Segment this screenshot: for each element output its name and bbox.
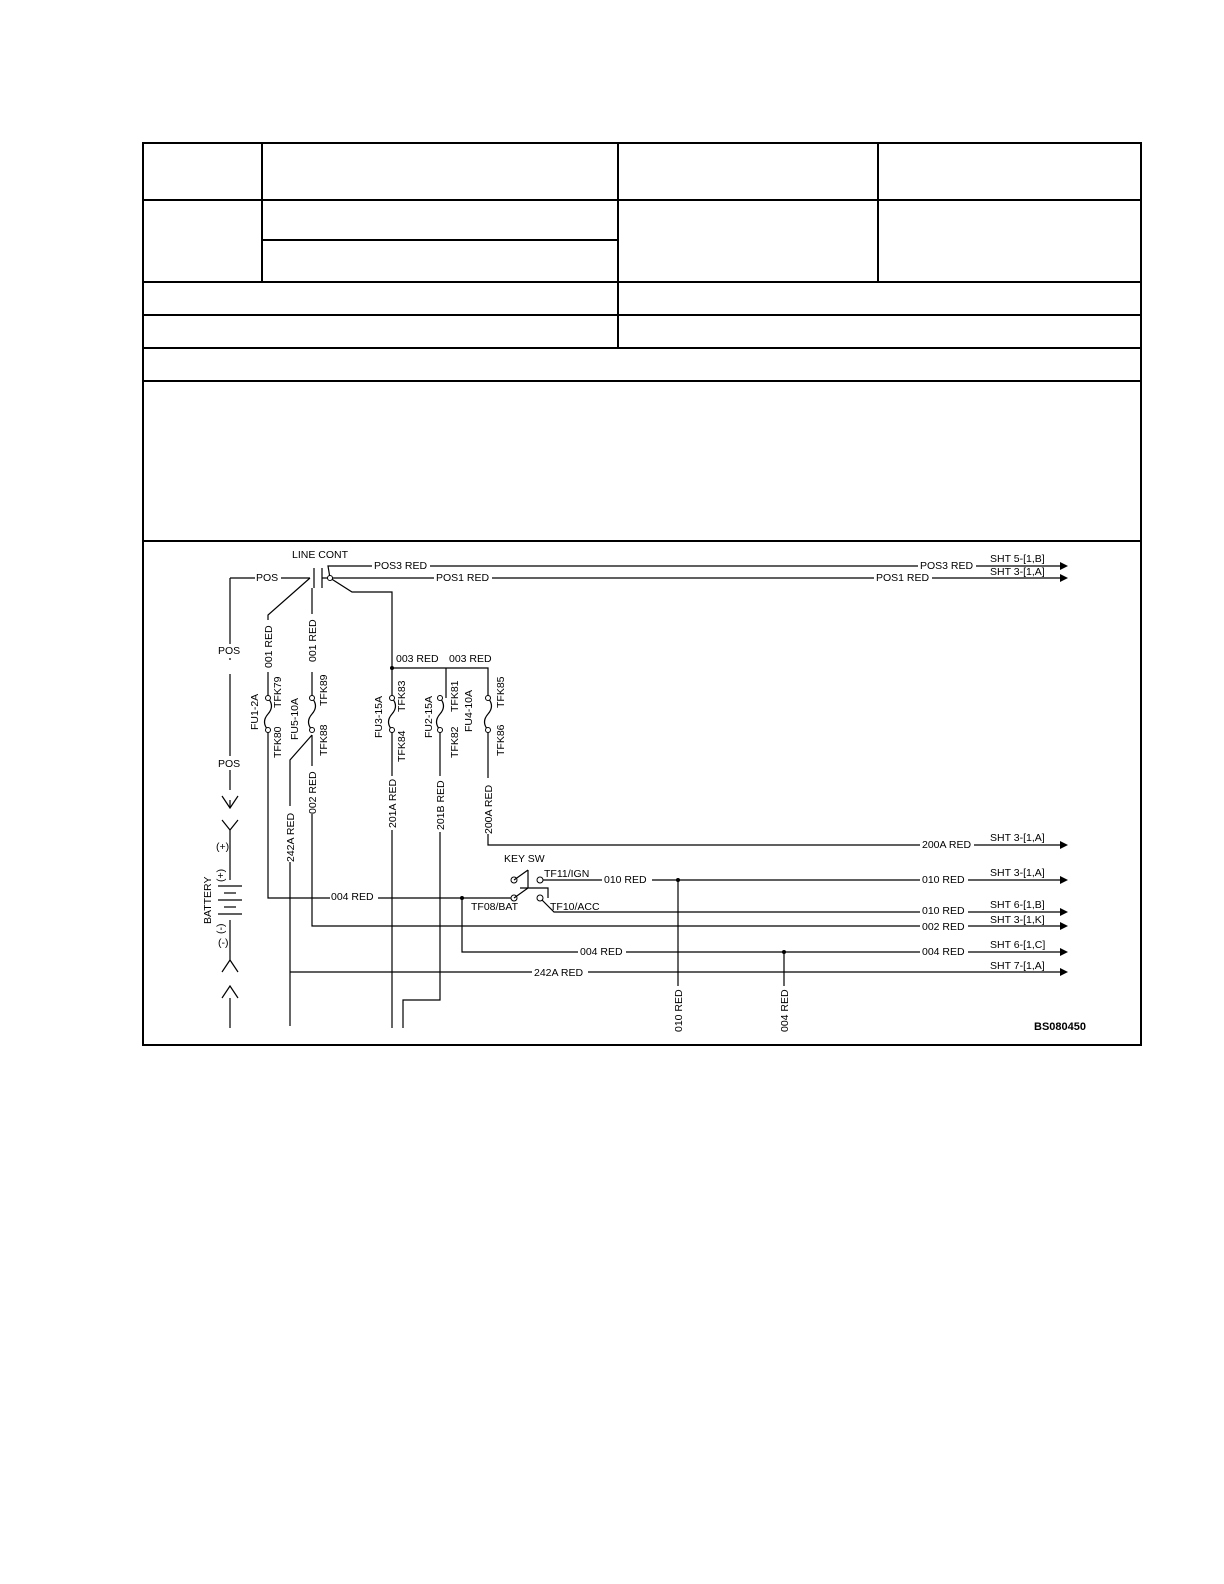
pos-label-left-2: POS — [218, 758, 241, 770]
pos-label-left-1: POS — [218, 645, 241, 657]
w242a-red-label-h: 242A RED — [534, 967, 584, 979]
tf10-label: TF10/ACC — [550, 901, 600, 913]
tf11-label: TF11/IGN — [544, 868, 590, 880]
battery-symbol — [218, 796, 242, 998]
010-red-acc-wire — [540, 898, 1060, 912]
w001-red-label-a: 001 RED — [263, 625, 275, 668]
tfk88-label: TFK88 — [318, 724, 330, 756]
battery-minus-label-a: (-) — [215, 923, 227, 934]
w001-red-label-b: 001 RED — [307, 619, 319, 662]
tfk79-label: TFK79 — [272, 676, 284, 708]
sht3-1a-200-label: SHT 3-[1,A] — [990, 832, 1045, 844]
sht7-1a-label: SHT 7-[1,A] — [990, 960, 1045, 972]
sht3-1k-label: SHT 3-[1,K] — [990, 914, 1045, 926]
fu4-10a-fuse — [485, 698, 492, 730]
fu1-label: FU1-2A — [249, 693, 261, 730]
pos1-red-label-a: POS1 RED — [436, 572, 490, 584]
diagram-labels — [202, 548, 1086, 1034]
w004-red-label-mid: 004 RED — [580, 946, 623, 958]
tfk81-label: TFK81 — [449, 680, 461, 712]
tfk85-label: TFK85 — [495, 676, 507, 708]
fu3-15a-fuse — [389, 698, 396, 730]
pos3-red-label-a: POS3 RED — [374, 560, 428, 572]
sht3-1a-010-label: SHT 3-[1,A] — [990, 867, 1045, 879]
tfk89-label: TFK89 — [318, 674, 330, 706]
w004-red-label-bottom: 004 RED — [779, 989, 791, 1032]
sht6-1c-label: SHT 6-[1,C] — [990, 939, 1046, 951]
sht6-1b-label: SHT 6-[1,B] — [990, 899, 1045, 911]
key-sw-label: KEY SW — [504, 853, 545, 865]
w003-red-label-b: 003 RED — [449, 653, 492, 665]
sht5-1b-label: SHT 5-[1,B] — [990, 553, 1045, 565]
fu5-label: FU5-10A — [289, 697, 301, 740]
w242a-red-label-v: 242A RED — [285, 812, 297, 862]
battery-label: BATTERY — [202, 876, 214, 924]
tfk86-label: TFK86 — [495, 724, 507, 756]
w200a-red-label-v: 200A RED — [483, 784, 495, 834]
w200a-red-label-h: 200A RED — [922, 839, 972, 851]
w004-red-label-r: 004 RED — [922, 946, 965, 958]
battery-minus-label-b: (-) — [218, 937, 229, 949]
w010-red-label-bottom: 010 RED — [673, 989, 685, 1032]
w201a-red-label: 201A RED — [387, 778, 399, 828]
fu2-label: FU2-15A — [423, 695, 435, 738]
w010-red-label-r2: 010 RED — [922, 905, 965, 917]
pos-label-top: POS — [256, 572, 279, 584]
figure-id: BS080450 — [1034, 1021, 1086, 1033]
tfk80-label: TFK80 — [272, 726, 284, 758]
w002-red-label-v: 002 RED — [307, 771, 319, 814]
battery-plus-label-b: (+) — [215, 868, 227, 882]
pos3-red-label-b: POS3 RED — [920, 560, 974, 572]
w010-red-label-r1: 010 RED — [922, 874, 965, 886]
fu2-15a-fuse — [437, 698, 444, 730]
002-red-wire — [312, 735, 1060, 926]
200a-red-wire — [488, 730, 1060, 845]
tfk83-label: TFK83 — [396, 680, 408, 712]
tf08-label: TF08/BAT — [471, 901, 519, 913]
w002-red-label-r: 002 RED — [922, 921, 965, 933]
arrowheads — [1060, 562, 1068, 976]
fu4-label: FU4-10A — [463, 689, 475, 732]
pos1-red-label-b: POS1 RED — [876, 572, 930, 584]
fu5-10a-fuse — [309, 698, 316, 730]
fu1-2a-fuse — [265, 698, 272, 730]
sht3-1a-top-label: SHT 3-[1,A] — [990, 566, 1045, 578]
line-cont-label: LINE CONT — [292, 549, 349, 561]
201b-red-wire — [403, 730, 440, 1028]
w010-red-label-mid: 010 RED — [604, 874, 647, 886]
battery-plus-label-a: (+) — [216, 841, 230, 853]
w201b-red-label: 201B RED — [435, 780, 447, 830]
wiring — [230, 566, 1060, 1028]
tfk82-label: TFK82 — [449, 726, 461, 758]
w004-red-label-left: 004 RED — [331, 891, 374, 903]
key-switch — [511, 870, 548, 901]
fu3-label: FU3-15A — [373, 695, 385, 738]
tfk84-label: TFK84 — [396, 730, 408, 762]
w003-red-label-a: 003 RED — [396, 653, 439, 665]
003-red-feed — [330, 578, 392, 668]
